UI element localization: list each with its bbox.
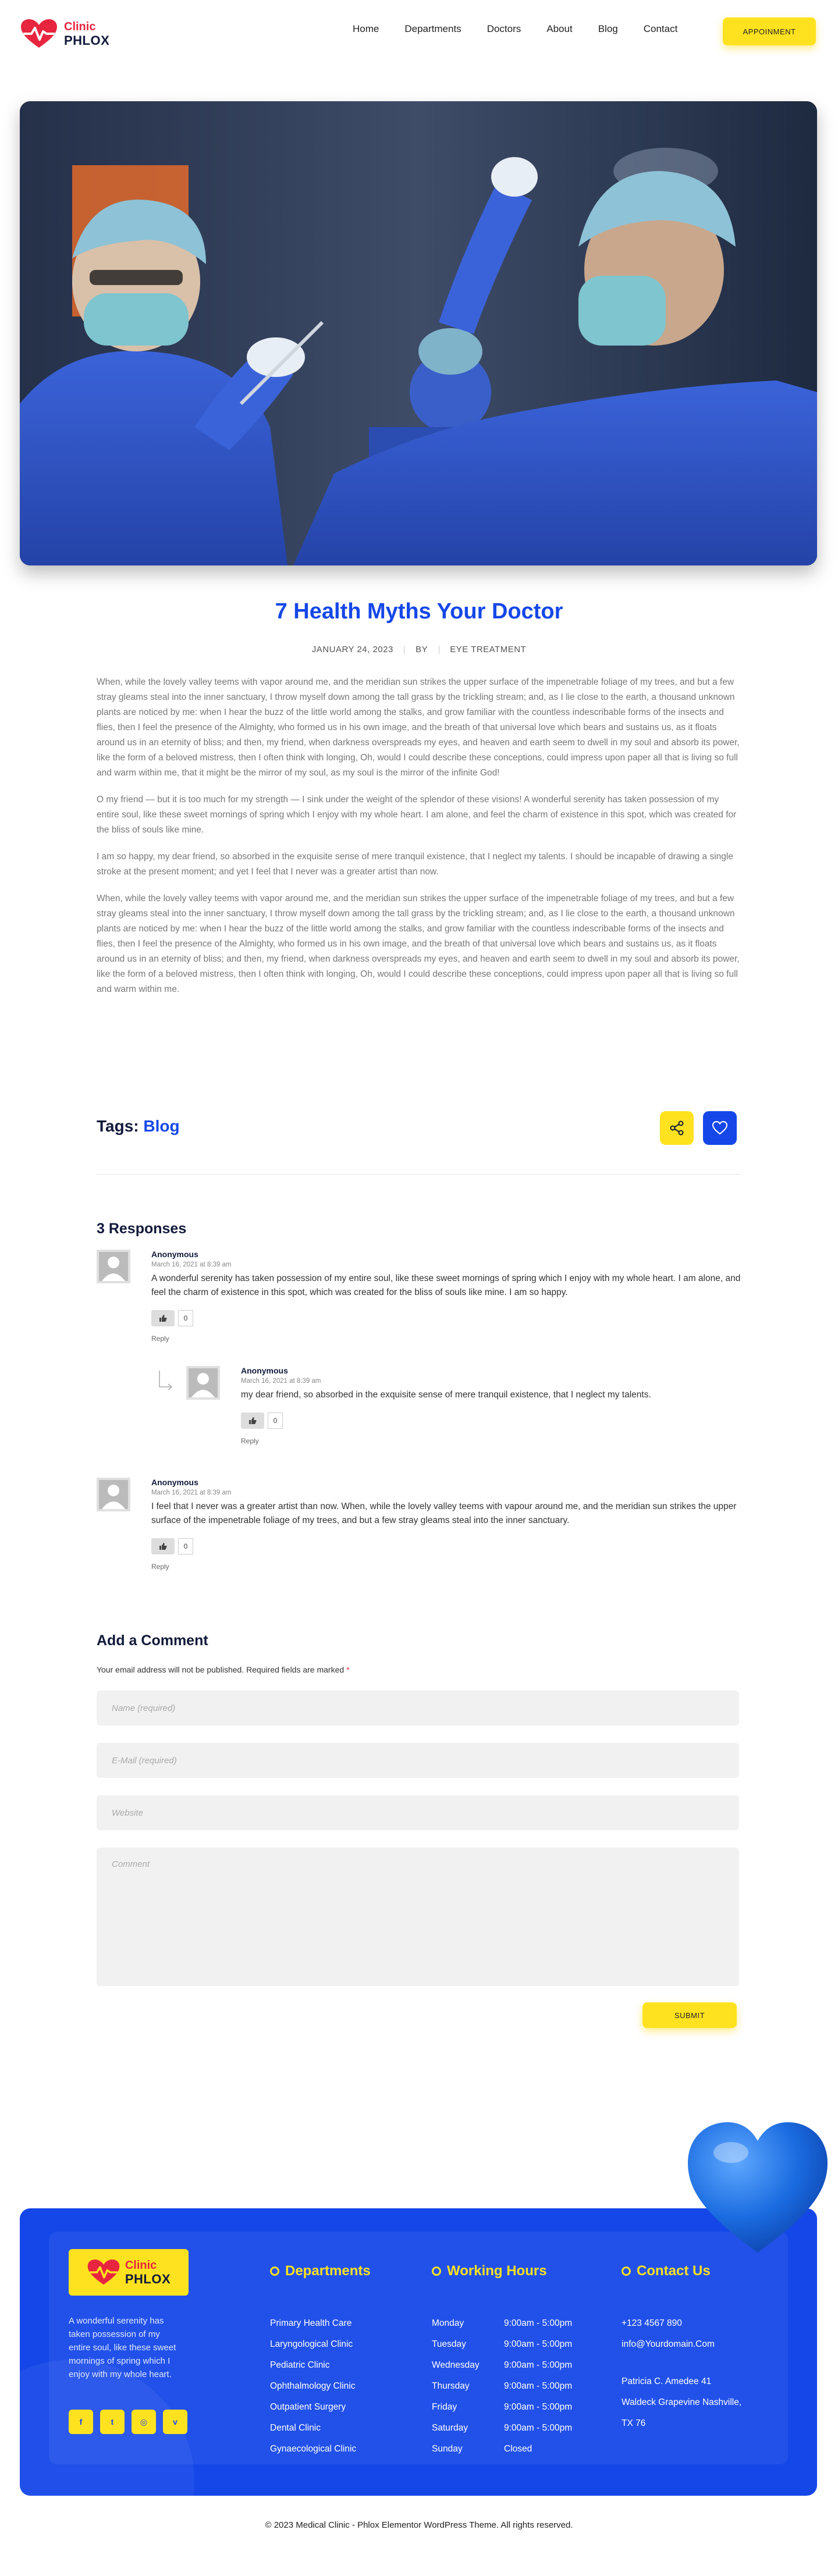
facebook-icon[interactable]: f xyxy=(69,2410,93,2434)
hours-time: Closed xyxy=(504,2444,532,2454)
comment-author: Anonymous xyxy=(241,1366,288,1375)
submit-button[interactable]: SUBMIT xyxy=(642,2002,737,2028)
twitter-icon[interactable]: t xyxy=(100,2410,125,2434)
hours-row xyxy=(432,2397,572,2418)
user-icon xyxy=(189,1368,218,1397)
reply-link[interactable]: Reply xyxy=(151,1335,169,1343)
hours-time: 9:00am - 5:00pm xyxy=(504,2381,573,2391)
hours-day: Friday xyxy=(432,2402,457,2412)
article-paragraph: When, while the lovely valley teems with vapor around me, and the meridian sun strikes the upper surface of the impenetrable foliage of my trees, and but a few stray gleams steal into the inner sanctuary, I throw myself down among the tall grass by the trickling stream; and, as I lie close to the earth, a thousand unknown plants are noticed by me: when I hear the buzz of the little world among the stalks, and grow familiar with the countless indescribable forms of the insects and flies, then I feel the presence of the Almighty, who formed us in his own image, and the breath of that universal love which bears and sustains us, as it floats around us in an eternity of bliss; and then, my friend, when darkness overspreads my eyes, and heaven and earth seem to dwell in my soul and absorb its power, like the form of a beloved mistress, then I often think with longing, Oh, would I could describe these conceptions, could impress upon paper all that is living so full and warm within me. xyxy=(97,894,740,994)
copyright: © 2023 Medical Clinic - Phlox Elementor WordPress Theme. All rights reserved. xyxy=(265,2520,573,2530)
logo-line2: PHLOX xyxy=(64,33,110,48)
logo-text xyxy=(64,20,109,48)
like-button[interactable] xyxy=(241,1412,264,1429)
department-link[interactable]: Primary Health Care xyxy=(270,2318,352,2328)
logo-line1: Clinic xyxy=(64,20,96,33)
comment-body xyxy=(241,1366,741,1445)
hours-day: Saturday xyxy=(432,2423,468,2433)
thumbs-up-icon xyxy=(159,1314,167,1322)
department-link[interactable]: Outpatient Surgery xyxy=(270,2402,346,2412)
hours-time: 9:00am - 5:00pm xyxy=(504,2423,573,2433)
article-body xyxy=(97,675,741,1009)
comment-date: March 16, 2021 at 8:39 am xyxy=(151,1261,232,1268)
logo[interactable] xyxy=(20,19,109,49)
article-category[interactable]: EYE TREATMENT xyxy=(450,645,527,654)
heart-pulse-icon xyxy=(20,19,58,49)
footer-logo-line2: PHLOX xyxy=(125,2272,171,2286)
website-input[interactable] xyxy=(97,1795,739,1830)
circle-icon xyxy=(270,2267,279,2276)
email-input[interactable] xyxy=(97,1743,739,1778)
nav-contact[interactable]: Contact xyxy=(643,23,678,34)
comment-actions xyxy=(151,1538,741,1554)
share-icon xyxy=(669,1120,684,1136)
nav-departments[interactable]: Departments xyxy=(404,23,461,34)
avatar xyxy=(186,1366,220,1400)
footer-logo-text xyxy=(125,2258,171,2286)
comment-author: Anonymous xyxy=(151,1250,198,1259)
thumbs-up-icon xyxy=(159,1542,167,1550)
hours-row xyxy=(432,2418,572,2439)
contact-address-line: Waldeck Grapevine Nashville, xyxy=(622,2397,742,2407)
avatar xyxy=(97,1478,130,1511)
comment-body xyxy=(151,1250,741,1343)
footer-about: A wonderful serenity has taken possession of my entire soul, like these sweet mornings of spring which I enjoy with my whole heart. xyxy=(69,2316,176,2379)
heart-pulse-icon xyxy=(87,2259,120,2286)
surgery-illustration xyxy=(20,101,817,565)
comment-text: A wonderful serenity has taken possession of my entire soul, like these sweet mornings of spring which I enjoy with my whole heart. I am alone, and feel the charm of existence in this spot, which was created for the bliss of souls like mine. I am so happy. xyxy=(151,1273,741,1297)
hours-row xyxy=(432,2439,572,2460)
article-by: BY xyxy=(416,645,428,654)
comment-text: my dear friend, so absorbed in the exquisite sense of mere tranquil existence, that I neglect my talents. xyxy=(241,1390,651,1400)
social-links xyxy=(69,2410,187,2434)
hours-day: Monday xyxy=(432,2318,464,2328)
form-note xyxy=(97,1665,350,1674)
comment-date: March 16, 2021 at 8:39 am xyxy=(151,1489,232,1496)
responses-title: 3 Responses xyxy=(97,1221,187,1237)
departments-title xyxy=(270,2263,371,2279)
circle-icon xyxy=(432,2267,441,2276)
favorite-button[interactable] xyxy=(703,1111,737,1145)
hours-day: Sunday xyxy=(432,2444,463,2454)
thumbs-up-icon xyxy=(248,1417,257,1425)
main-nav xyxy=(353,23,677,35)
hours-row xyxy=(432,2334,572,2355)
like-button[interactable] xyxy=(151,1538,175,1554)
nav-home[interactable]: Home xyxy=(353,23,379,34)
user-icon xyxy=(99,1480,128,1509)
comment-body xyxy=(151,1478,741,1571)
hours-row xyxy=(432,2355,572,2376)
article-paragraph: O my friend — but it is too much for my strength — I sink under the weight of the splendor of these visions! A wonderful serenity has taken possession of my entire soul, like these sweet mornings of spring which I enjoy with my whole heart. I am alone, and feel the charm of existence in this spot, which was created for the bliss of souls like mine. xyxy=(97,795,737,835)
reply-link[interactable]: Reply xyxy=(241,1437,259,1445)
add-comment-title: Add a Comment xyxy=(97,1632,208,1649)
hours-title xyxy=(432,2263,547,2279)
department-link[interactable]: Pediatric Clinic xyxy=(270,2360,330,2370)
site-header xyxy=(0,0,838,64)
departments-title-text: Departments xyxy=(285,2263,371,2279)
footer-logo-line1: Clinic xyxy=(125,2259,157,2272)
hours-time: 9:00am - 5:00pm xyxy=(504,2402,573,2412)
hours-day: Thursday xyxy=(432,2381,470,2391)
user-icon xyxy=(99,1252,128,1281)
comment-actions xyxy=(151,1310,741,1326)
reply-link[interactable]: Reply xyxy=(151,1563,169,1571)
appointment-button[interactable]: APPOINMENT xyxy=(723,17,816,45)
tags-label: Tags: xyxy=(97,1117,139,1135)
like-count: 0 xyxy=(178,1538,193,1554)
name-input[interactable] xyxy=(97,1691,739,1725)
avatar xyxy=(97,1250,130,1283)
departments-list xyxy=(270,2313,356,2460)
dribbble-icon[interactable]: ◎ xyxy=(132,2410,156,2434)
hours-row xyxy=(432,2376,572,2397)
contact-spacer xyxy=(622,2355,741,2371)
contact-title-text: Contact Us xyxy=(637,2263,711,2279)
department-link[interactable]: Dental Clinic xyxy=(270,2423,321,2433)
section-divider xyxy=(97,1174,741,1175)
hours-row xyxy=(432,2313,572,2334)
like-count: 0 xyxy=(178,1310,193,1326)
department-link[interactable]: Laryngological Clinic xyxy=(270,2339,353,2349)
article-date: JANUARY 24, 2023 xyxy=(311,645,393,654)
hours-day: Tuesday xyxy=(432,2339,466,2349)
share-button[interactable] xyxy=(660,1111,694,1145)
nav-blog[interactable]: Blog xyxy=(598,23,618,34)
department-link[interactable]: Ophthalmology Clinic xyxy=(270,2381,356,2391)
department-link[interactable]: Gynaecological Clinic xyxy=(270,2444,357,2454)
contact-address-line: TX 76 xyxy=(622,2418,646,2428)
like-button[interactable] xyxy=(151,1310,175,1326)
article-meta xyxy=(0,645,838,654)
decorative-heart-icon xyxy=(684,2118,831,2257)
tags xyxy=(97,1117,180,1136)
vimeo-icon[interactable]: v xyxy=(163,2410,187,2434)
hours-day: Wednesday xyxy=(432,2360,480,2370)
footer-logo[interactable] xyxy=(69,2249,189,2296)
contact-title xyxy=(622,2263,711,2279)
contact-email[interactable]: info@Yourdomain.Com xyxy=(622,2339,715,2349)
reply-arrow-icon xyxy=(157,1369,175,1393)
comment-date: March 16, 2021 at 8:39 am xyxy=(241,1378,321,1385)
hours-time: 9:00am - 5:00pm xyxy=(504,2339,573,2349)
nav-doctors[interactable]: Doctors xyxy=(487,23,521,34)
hours-time: 9:00am - 5:00pm xyxy=(504,2360,573,2370)
comment-actions xyxy=(241,1412,741,1429)
article-paragraph: I am so happy, my dear friend, so absorbed in the exquisite sense of mere tranquil existence, that I neglect my talents. I should be incapable of drawing a single stroke at the present moment; and yet I feel that I never was a greater artist than now. xyxy=(97,852,733,877)
heart-icon xyxy=(712,1120,728,1136)
article-title: 7 Health Myths Your Doctor xyxy=(275,599,563,624)
article-paragraph: When, while the lovely valley teems with vapor around me, and the meridian sun strikes the upper surface of the impenetrable foliage of my trees, and but a few stray gleams steal into the inner sanctuary, I throw myself down among the tall grass by the trickling stream; and, as I lie close to the earth, a thousand unknown plants are noticed by me: when I hear the buzz of the little world among the stalks, and grow familiar with the countless indescribable forms of the insects and flies, then I feel the presence of the Almighty, who formed us in his own image, and the breath of that universal love which bears and sustains us, as it floats around us in an eternity of bliss; and then, my friend, when darkness overspreads my eyes, and heaven and earth seem to dwell in my soul and absorb its power, like the form of a beloved mistress, then I often think with longing, Oh, would I could describe these conceptions, could impress upon paper all that is living so full and warm within me, that it might be the mirror of my soul, as my soul is the mirror of the infinite God! xyxy=(97,677,740,778)
contact-info xyxy=(622,2313,741,2434)
hours-list xyxy=(432,2313,572,2460)
nav-about[interactable]: About xyxy=(546,23,573,34)
like-count: 0 xyxy=(268,1412,283,1429)
comment-text: I feel that I never was a greater artist than now. When, while the lovely valley teems with vapour around me, and the meridian sun strikes the upper surface of the impenetrable foliage of my trees, and but a few stray gleams steal into the inner sanctuary. xyxy=(151,1502,737,1525)
hours-time: 9:00am - 5:00pm xyxy=(504,2318,573,2328)
contact-phone[interactable]: +123 4567 890 xyxy=(622,2318,682,2328)
hours-title-text: Working Hours xyxy=(447,2263,547,2279)
comment-author: Anonymous xyxy=(151,1478,198,1487)
form-note-text: Your email address will not be published. Required fields are marked xyxy=(97,1665,345,1674)
hero-image xyxy=(20,101,817,565)
tag-link[interactable]: Blog xyxy=(143,1117,180,1135)
contact-address-line: Patricia C. Amedee 41 xyxy=(622,2376,712,2386)
comment-textarea[interactable] xyxy=(97,1848,739,1986)
circle-icon xyxy=(622,2267,631,2276)
required-mark: * xyxy=(346,1665,350,1674)
